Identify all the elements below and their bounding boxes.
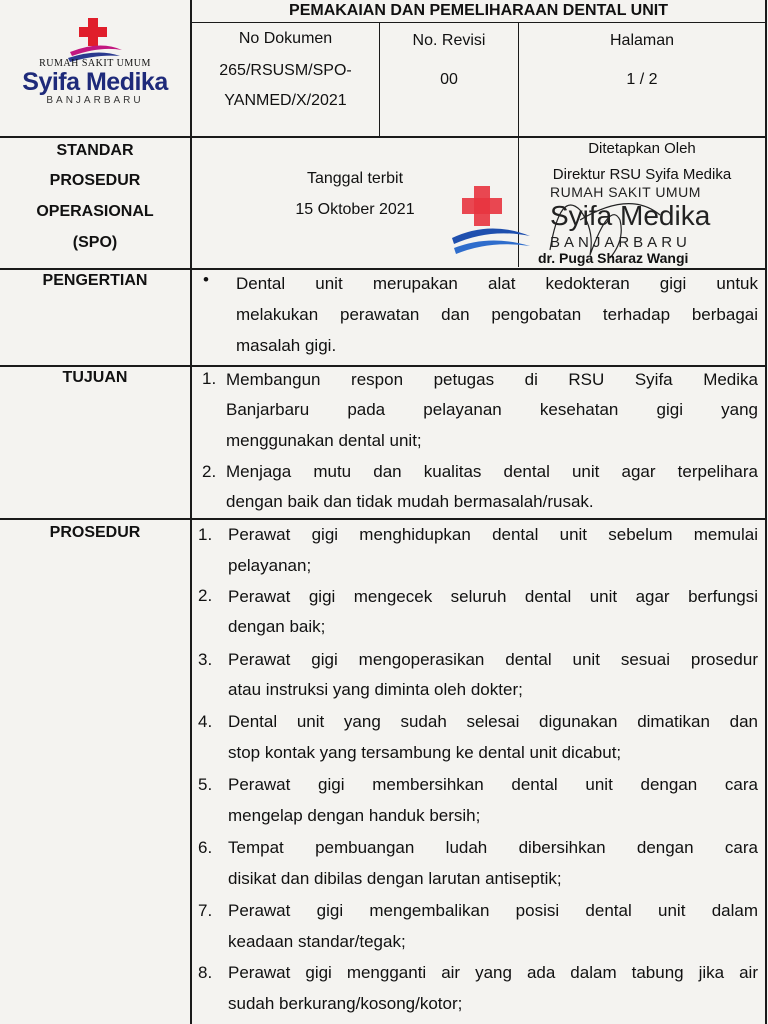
tujuan-label: TUJUAN [62, 369, 128, 386]
tujuan-item-1-number: 1. [202, 369, 217, 388]
tujuan-item-2-line1: Menjaga mutu dan kualitas dental unit agar terpelihara [226, 462, 758, 481]
prosedur-item-3-line1: Perawat gigi mengoperasikan dental unit sesuai prosedur [228, 650, 758, 669]
prosedur-item-2-number: 2. [198, 586, 213, 605]
prosedur-item-2-line2: dengan baik; [228, 617, 326, 636]
row-divider-header [0, 136, 767, 138]
table-border-left [190, 0, 192, 1024]
prosedur-item-6-line1: Tempat pembuangan ludah dibersihkan dengan cara [228, 838, 758, 857]
tujuan-item-1-line1: Membangun respon petugas di RSU Syifa Medika [226, 370, 758, 389]
prosedur-item-8-line2: sudah berkurang/kosong/kotor; [228, 994, 463, 1013]
revision-label: No. Revisi [412, 32, 486, 49]
logo-hospital-city: BANJARBARU [46, 95, 144, 106]
stamp-hospital-city: BANJARBARU [550, 234, 691, 251]
table-border-right [765, 0, 767, 1024]
prosedur-item-4-line1: Dental unit yang sudah selesai digunakan dimatikan dan [228, 712, 758, 731]
page-label: Halaman [609, 32, 675, 49]
tujuan-item-2-number: 2. [202, 462, 217, 481]
spo-label-line2: PROSEDUR [49, 172, 141, 189]
pengertian-line1: Dental unit merupakan alat kedokteran gigi untuk [236, 274, 758, 293]
logo-hospital-name: Syifa Medika [22, 68, 168, 96]
spo-label-line3: OPERASIONAL [36, 203, 154, 220]
prosedur-item-7-number: 7. [198, 901, 213, 920]
hospital-logo [0, 0, 190, 136]
revision-value: 00 [440, 71, 458, 88]
prosedur-item-5-line2: mengelap dengan handuk bersih; [228, 806, 481, 825]
prosedur-item-4-line2: stop kontak yang tersambung ke dental unit dicabut; [228, 743, 622, 762]
stamp-cross-icon [450, 180, 530, 260]
prosedur-item-7-line2: keadaan standar/tegak; [228, 932, 406, 951]
prosedur-item-1-line2: pelayanan; [228, 556, 312, 575]
prosedur-item-7-line1: Perawat gigi mengembalikan posisi dental unit dalam [228, 901, 758, 920]
prosedur-item-4-number: 4. [198, 712, 213, 731]
prosedur-item-5-line1: Perawat gigi membersihkan dental unit dengan cara [228, 775, 758, 794]
doc-number-line1: 265/RSUSM/SPO- [219, 62, 352, 79]
set-by-label: Ditetapkan Oleh [588, 140, 696, 157]
prosedur-item-1-line1: Perawat gigi menghidupkan dental unit sebelum memulai [228, 525, 758, 544]
title-underline [190, 22, 767, 23]
spo-label-line1: STANDAR [56, 142, 134, 159]
doc-number-label: No Dokumen [238, 30, 333, 47]
stamp-hospital-type: RUMAH SAKIT UMUM [550, 184, 701, 200]
prosedur-item-3-number: 3. [198, 650, 213, 669]
signatory-name: dr. Puga Sharaz Wangi [538, 250, 689, 266]
document-title: PEMAKAIAN DAN PEMELIHARAAN DENTAL UNIT [289, 2, 668, 19]
prosedur-item-6-number: 6. [198, 838, 213, 857]
tujuan-item-2-line2: dengan baik dan tidak mudah bermasalah/rusak. [226, 492, 594, 511]
pengertian-line2: melakukan perawatan dan pengobatan terhadap berbagai [236, 305, 758, 324]
tujuan-item-1-line2: Banjarbaru pada pelayanan kesehatan gigi yang [226, 400, 758, 419]
issue-date-value: 15 Oktober 2021 [295, 201, 415, 218]
prosedur-item-8-number: 8. [198, 963, 213, 982]
director-label: Direktur RSU Syifa Medika [552, 166, 732, 183]
official-stamp [450, 180, 750, 268]
logo-hospital-type: RUMAH SAKIT UMUM [39, 58, 151, 69]
stamp-hospital-name: Syifa Medika [550, 200, 711, 231]
prosedur-label: PROSEDUR [49, 524, 141, 541]
prosedur-item-1-number: 1. [198, 525, 213, 544]
pengertian-label: PENGERTIAN [42, 272, 148, 289]
issue-date-label: Tanggal terbit [306, 170, 404, 187]
prosedur-item-5-number: 5. [198, 775, 213, 794]
page-value: 1 / 2 [626, 71, 658, 88]
pengertian-line3: masalah gigi. [236, 336, 337, 355]
prosedur-item-2-line1: Perawat gigi mengecek seluruh dental unit agar berfungsi [228, 587, 758, 606]
prosedur-item-3-line2: atau instruksi yang diminta oleh dokter; [228, 680, 523, 699]
tujuan-item-1-line3: menggunakan dental unit; [226, 431, 422, 450]
doc-number-line2: YANMED/X/2021 [224, 92, 347, 109]
spo-label-line4: (SPO) [72, 234, 118, 251]
prosedur-item-8-line1: Perawat gigi mengganti air yang ada dalam tabung jika air [228, 963, 758, 982]
pengertian-bullet: • [203, 270, 209, 289]
prosedur-item-6-line2: disikat dan dibilas dengan larutan antiseptik; [228, 869, 562, 888]
